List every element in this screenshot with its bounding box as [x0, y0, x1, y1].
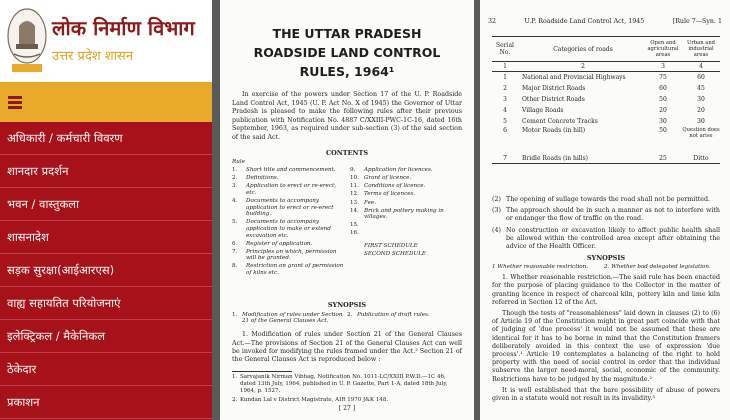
running-header — [488, 18, 722, 25]
nav-item-performance[interactable]: शानदार प्रदर्शन — [0, 155, 212, 188]
table-header: Serial No. Categories of roads Open and agricultural areas Urban and industrial areas — [492, 36, 720, 62]
contents-item: 2. Definitions. — [232, 175, 279, 182]
document-page-1 — [220, 0, 474, 420]
synopsis-item: 1 Whether reasonable restriction. — [492, 264, 589, 271]
contents-heading: CONTENTS — [325, 148, 369, 157]
hamburger-menu-icon[interactable] — [8, 96, 22, 110]
contents-item: 13. Fee. — [350, 199, 376, 206]
synopsis-heading: SYNOPSIS — [327, 300, 367, 309]
nav-item-publications[interactable]: प्रकाशन — [0, 386, 212, 419]
table-column-numbers: 1 2 3 4 — [492, 62, 720, 72]
body-paragraph: It is well established that the bare possibility of abuse of powers given in a statute would not result in its invalidity.³ — [492, 386, 720, 403]
site-subtitle: उत्तर प्रदेश शासन — [52, 49, 134, 64]
nav-menu — [0, 122, 212, 420]
national-emblem-icon[interactable] — [6, 6, 48, 74]
table-row: 2 Major District Roads 60 45 — [503, 85, 705, 92]
numbered-paragraph: (3) The approach should be in such a manner as not to interfere with or endanger the flow of traffic on the road. — [492, 207, 720, 223]
contents-column-right — [350, 159, 462, 260]
synopsis-heading: SYNOPSIS — [586, 254, 626, 263]
site-header — [0, 0, 212, 80]
document-page-2 — [480, 0, 730, 420]
contents-item: 9. Application for licences. — [350, 167, 433, 174]
synopsis-item: 2. Whether bad delegated legislation. — [604, 264, 711, 271]
nav-item-officials[interactable]: अधिकारी / कर्मचारी विवरण — [0, 122, 212, 155]
contents-column-left — [232, 159, 344, 279]
nav-item-government-orders[interactable]: शासनादेश — [0, 221, 212, 254]
nav-item-electrical[interactable]: इलेक्ट्रिकल / मैकेनिकल — [0, 320, 212, 353]
table-row: 1 National and Provincial Highways 75 60 — [503, 74, 705, 81]
contents-item: 16. — [350, 230, 359, 237]
intro-paragraph: In exercise of the powers under Section 17 of the U. P. Roadside Land Control Act, 1945 (U. P. Act No. X of 1945) the Governor of Uttar Pradesh is pleased to make the following rules after their previous publication with Notification No. 4887 C/XXIII-PWC-1C-16, dated 16th September, 1963, as required under sub-section (3) of the said section of the said Act. — [232, 91, 462, 141]
table-row: 4 Village Roads 20 20 — [503, 107, 705, 114]
page-number: [ 27 ] — [338, 405, 356, 412]
contents-item: 7. Principles on which, permission will be granted. — [232, 248, 337, 262]
numbered-paragraph: (4) No construction or excavation likely to affect public health shall be allowed within the controlled area except after obtaining the advice of the Health Officer. — [492, 226, 720, 251]
contents-item: 14. Brick and pottery making in villages. — [350, 207, 444, 221]
contents-item: 3. Application to erect or re-erect, etc. — [232, 183, 337, 196]
section-1-paragraph: 1. Whether reasonable restriction.—The said rule has been enacted for the purpose of placing guidance to the Collector in the matter of granting licence in respect of charcoal kiln, pottery kiln and lime kiln referred in Section 12 of the Act. — [492, 274, 720, 306]
body-paragraph: Though the tests of "reasonableness" laid down in clauses (2) to (6) of Article 19 of the Constitution might in great part coincide with that of judging of 'due process' it would not be assumed that these are identical for it has to be borne in mind that the Constitution framers deliberately avoided in this context the use of expression 'due process'.¹ Article 19 contemplates a balancing of the right to hold property with the need of social control in order that the individual subserve the larger need-moral, social, economic of the community. Restrictions have to be judged by the magnitude.² — [492, 310, 720, 383]
numbered-paragraph: (2) The opening of sullage towards the road shall not be permitted. — [492, 196, 711, 203]
nav-item-external-projects[interactable]: वाह्य सहायतित परियोजनाएं — [0, 287, 212, 320]
website-panel — [0, 0, 212, 420]
synopsis-list — [232, 312, 462, 326]
contents-item: 6. Register of application. — [232, 240, 313, 247]
contents-item: FIRST SCHEDULE — [364, 243, 418, 249]
table-row: 7 Bridle Roads (in hills) 25 Ditto — [492, 153, 720, 164]
table-row: 6 Motor Roads (in hill) 50 Question does not arise — [503, 127, 720, 139]
road-distance-table — [492, 36, 720, 164]
synopsis-item: 1. Modification of rules under Section 21 of the General Clauses Act. — [232, 311, 343, 325]
contents-item: 5. Documents to accompany application to make or extend excavation etc. — [232, 219, 331, 239]
contents-item: 12. Terms of licences. — [350, 191, 416, 198]
synopsis-list — [492, 264, 720, 271]
contents-item: 11. Conditions of licence. — [350, 183, 426, 190]
contents-item: 1. Short title and commencement. — [232, 167, 336, 174]
nav-item-road-safety[interactable]: सड़क सुरक्षा(आईआरएस) — [0, 254, 212, 287]
footnote: 2. Kundan Lal v District Magistrate, AIR 1970 J&K 148. — [232, 396, 389, 403]
rules-title: THE UTTAR PRADESH ROADSIDE LAND CONTROL RULES, 1964¹ — [253, 26, 441, 79]
contents-item: 15. — [350, 222, 359, 229]
synopsis-item: 2. Publication of draft rules. — [347, 311, 430, 318]
nav-item-architecture[interactable]: भवन / वास्तुकला — [0, 188, 212, 221]
contents-item: 4. Documents to accompany application to erect or re-erect building. — [232, 198, 334, 218]
section-1-paragraph: 1. Modification of rules under Section 21 of the General Clauses Act.—The provisions of Section 21 of the General Clauses Act can well be invoked for modifying the rules framed under the Act.² Section 21 of the General Clauses Act is reproduced below : — [232, 331, 462, 364]
table-row: 5 Cement Concrete Tracks 30 30 — [503, 118, 705, 125]
page-number: 32 — [488, 18, 497, 25]
page-2-body — [492, 196, 720, 406]
footnote-divider — [232, 371, 292, 372]
contents-item: SECOND SCHEDULE — [364, 251, 427, 258]
nav-item-contractors[interactable]: ठेकेदार — [0, 353, 212, 386]
contents-item: 8. Restriction on grant of permission of kilns etc. — [232, 263, 344, 276]
table-row: 3 Other District Roads 50 30 — [503, 96, 705, 103]
footnote: 1. Sarvajanik Nirman Vibhag, Notification No. 1011-LC/XXIII P.W.D.—1C 46, dated 13th July, 1964, published in U. P. Gazette, Part 1-A, dated 18th July, 1964, p. 1527. — [232, 373, 448, 394]
menu-bar — [0, 82, 212, 122]
contents-list — [232, 159, 462, 299]
site-title: लोक निर्माण विभाग — [52, 16, 195, 40]
contents-item: 10. Grant of licence. — [350, 175, 412, 182]
running-rule-ref: [Rule 7—Syn. 1 — [672, 18, 722, 25]
rule-label: Rule — [232, 158, 245, 165]
running-title: U.P. Roadside Land Control Act, 1945 — [524, 18, 645, 25]
